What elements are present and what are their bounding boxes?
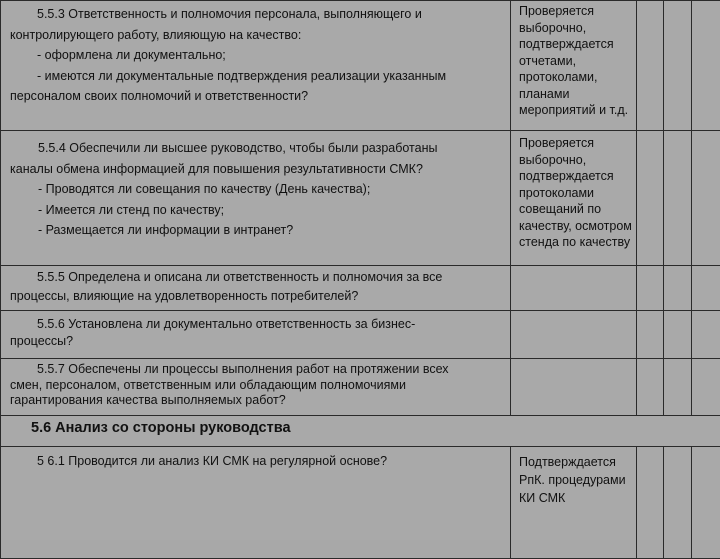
- question-line: 5.5.3 Ответственность и полномочия персонала, выполняющего и: [10, 4, 506, 25]
- question-cell: [1, 131, 511, 266]
- comment-cell: [511, 131, 637, 266]
- comment-cell: [511, 1, 637, 131]
- question-line: процессы?: [10, 333, 506, 350]
- question-line: контролирующего работу, влияющую на качество:: [10, 25, 506, 46]
- comment-cell[interactable]: [511, 311, 637, 359]
- question-line: гарантирования качества выполняемых работ?: [10, 393, 506, 409]
- comment-cell[interactable]: [511, 266, 637, 311]
- mark-cell[interactable]: [637, 1, 664, 131]
- comment-cell: [511, 447, 637, 559]
- mark-cell[interactable]: [692, 266, 720, 311]
- question-line: - Проводятся ли совещания по качеству (День качества);: [10, 179, 506, 200]
- comment-line: подтверждается: [519, 168, 632, 185]
- question-cell: [1, 1, 511, 131]
- table-row: [1, 447, 720, 559]
- question-line: 5.5.5 Определена и описана ли ответственность и полномочия за все: [10, 268, 506, 287]
- mark-cell[interactable]: [664, 1, 692, 131]
- mark-cell[interactable]: [637, 311, 664, 359]
- mark-cell[interactable]: [692, 1, 720, 131]
- table-row: [1, 359, 720, 416]
- question-line: - оформлена ли документально;: [10, 45, 506, 66]
- comment-line: Проверяется: [519, 135, 632, 152]
- mark-cell[interactable]: [664, 359, 692, 416]
- section-title: 5.6 Анализ со стороны руководства: [1, 416, 720, 447]
- comment-line: совещаний по: [519, 201, 632, 218]
- question-line: 5.5.6 Установлена ли документально ответственность за бизнес-: [10, 316, 506, 333]
- question-line: 5 6.1 Проводится ли анализ КИ СМК на регулярной основе?: [10, 451, 506, 472]
- question-line: - Имеется ли стенд по качеству;: [10, 200, 506, 221]
- comment-line: планами: [519, 86, 632, 103]
- mark-cell[interactable]: [664, 131, 692, 266]
- mark-cell[interactable]: [664, 447, 692, 559]
- table-row: [1, 311, 720, 359]
- comment-line: качеству, осмотром: [519, 218, 632, 235]
- comment-line: мероприятий и т.д.: [519, 102, 632, 119]
- mark-cell[interactable]: [637, 359, 664, 416]
- mark-cell[interactable]: [637, 447, 664, 559]
- mark-cell[interactable]: [664, 266, 692, 311]
- question-cell: [1, 311, 511, 359]
- comment-line: протоколами: [519, 185, 632, 202]
- question-line: - имеются ли документальные подтверждения реализации указанным: [10, 66, 506, 87]
- comment-line: КИ СМК: [519, 489, 632, 507]
- comment-line: подтверждается: [519, 36, 632, 53]
- comment-cell[interactable]: [511, 359, 637, 416]
- question-cell: [1, 266, 511, 311]
- comment-line: Подтверждается: [519, 453, 632, 471]
- question-line: каналы обмена информацией для повышения результативности СМК?: [10, 159, 506, 180]
- comment-line: Проверяется: [519, 3, 632, 20]
- question-line: смен, персоналом, ответственным или обладающим полномочиями: [10, 378, 506, 394]
- question-cell: [1, 359, 511, 416]
- mark-cell[interactable]: [692, 359, 720, 416]
- comment-line: отчетами,: [519, 53, 632, 70]
- section-row: [1, 416, 720, 447]
- comment-line: стенда по качеству: [519, 234, 632, 251]
- question-line: процессы, влияющие на удовлетворенность потребителей?: [10, 287, 506, 306]
- table-row: [1, 1, 720, 131]
- mark-cell[interactable]: [637, 266, 664, 311]
- table-row: [1, 266, 720, 311]
- question-line: 5.5.4 Обеспечили ли высшее руководство, чтобы были разработаны: [10, 138, 506, 159]
- table-row: [1, 131, 720, 266]
- comment-line: протоколами,: [519, 69, 632, 86]
- question-line: - Размещается ли информации в интранет?: [10, 220, 506, 241]
- mark-cell[interactable]: [664, 311, 692, 359]
- mark-cell[interactable]: [692, 311, 720, 359]
- comment-line: выборочно,: [519, 152, 632, 169]
- comment-line: выборочно,: [519, 20, 632, 37]
- question-line: 5.5.7 Обеспечены ли процессы выполнения работ на протяжении всех: [10, 362, 506, 378]
- question-cell: [1, 447, 511, 559]
- mark-cell[interactable]: [692, 447, 720, 559]
- mark-cell[interactable]: [692, 131, 720, 266]
- question-line: персоналом своих полномочий и ответственности?: [10, 86, 506, 107]
- comment-line: РпК. процедурами: [519, 471, 632, 489]
- mark-cell[interactable]: [637, 131, 664, 266]
